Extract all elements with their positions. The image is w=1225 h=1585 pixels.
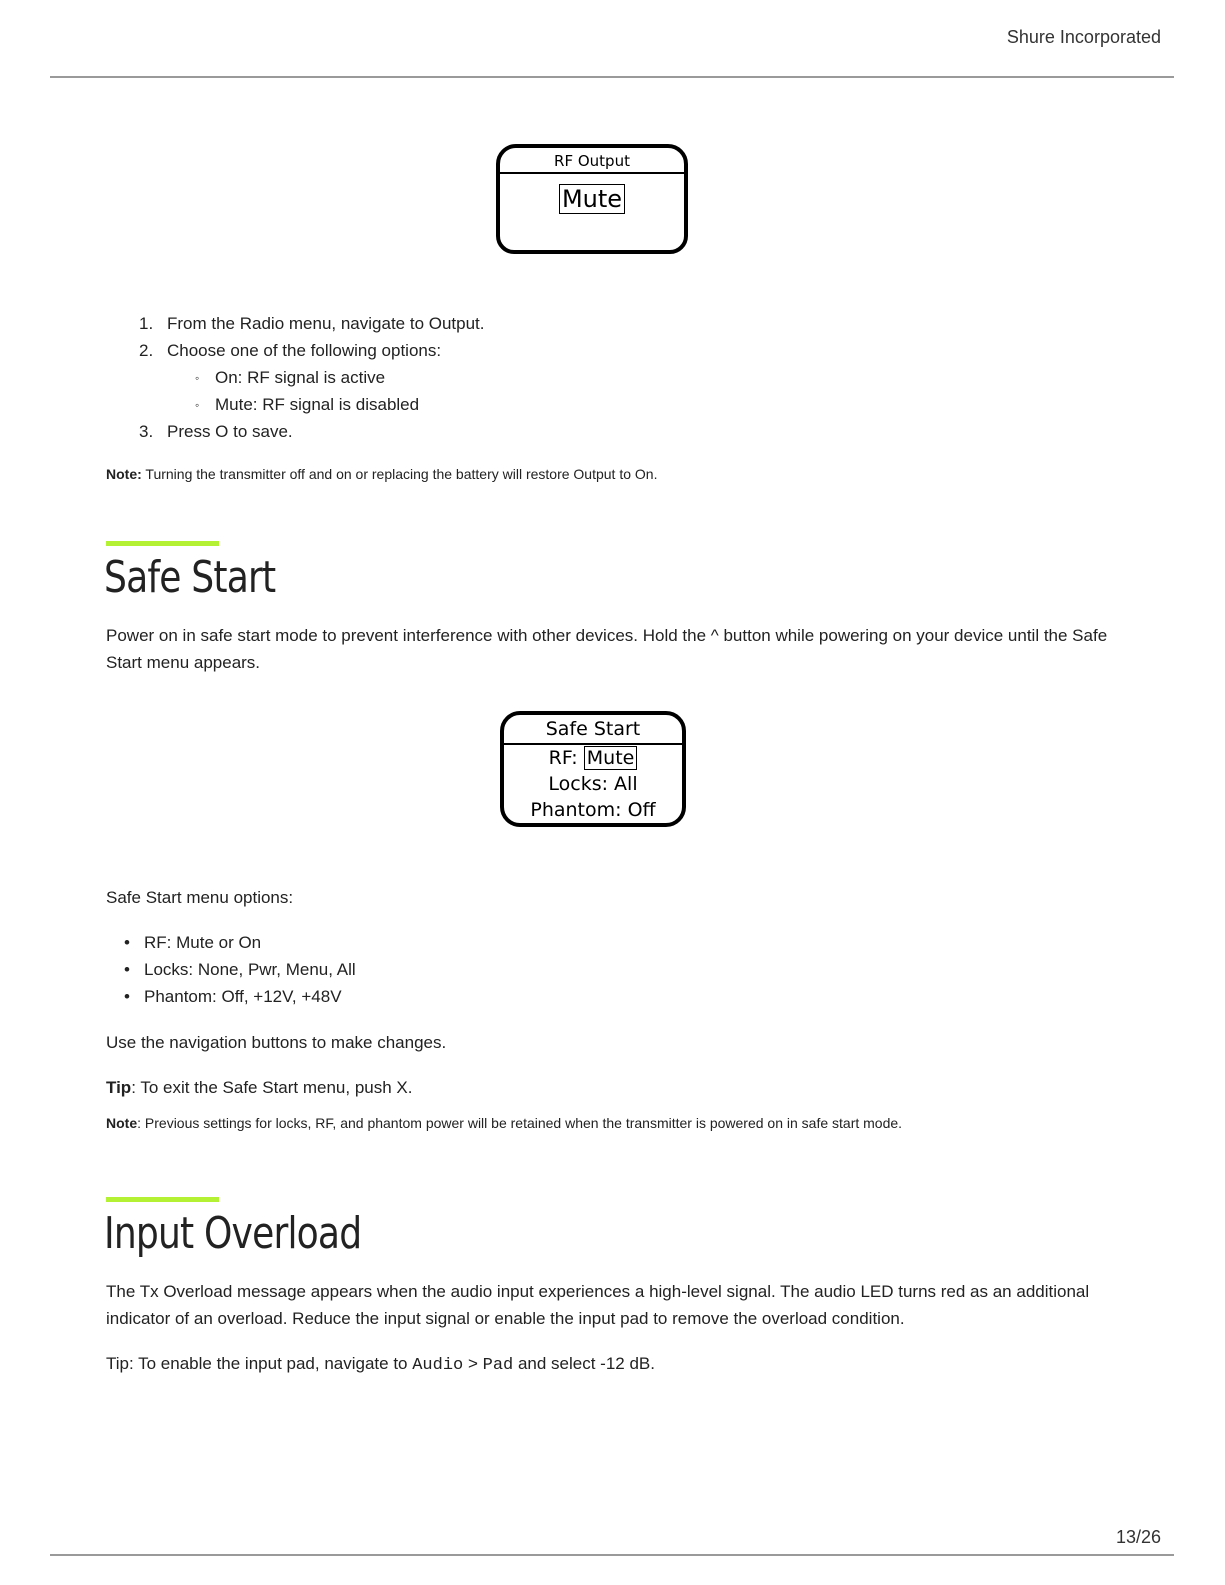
step-2: 2. Choose one of the following options: xyxy=(139,341,442,360)
safe-start-heading: Safe Start xyxy=(104,552,276,603)
footer-divider xyxy=(50,1554,1174,1556)
step-1: 1. From the Radio menu, navigate to Output. xyxy=(139,314,485,333)
safe-start-screen xyxy=(500,711,686,827)
step-3: 3. Press O to save. xyxy=(139,422,293,441)
step-2-option-mute: ◦ Mute: RF signal is disabled xyxy=(139,391,485,418)
safe-start-options-intro: Safe Start menu options: xyxy=(106,888,294,907)
circle-bullet-icon: ◦ xyxy=(195,371,200,386)
safe-start-screen-rf: RF: Mute xyxy=(504,745,682,771)
step-2-option-on: ◦ On: RF signal is active xyxy=(139,364,485,391)
safe-start-note: Note: Previous settings for locks, RF, and phantom power will be retained when the transmitter is powered on in safe start mode. xyxy=(106,1115,903,1131)
safe-start-intro: Power on in safe start mode to prevent interference with other devices. Hold the ^ button while powering on your device until the Safe Start menu appears. xyxy=(106,626,1108,672)
input-overload-paragraph: The Tx Overload message appears when the audio input experiences a high-level signal. The audio LED turns red as an additional indicator of an overload. Reduce the input signal or enable the input pad to remove the overload condition. xyxy=(106,1282,1090,1328)
input-overload-heading: Input Overload xyxy=(104,1208,362,1259)
bullet-icon: • xyxy=(124,960,130,979)
section-accent-bar xyxy=(106,1197,219,1202)
output-note: Note: Turning the transmitter off and on or replacing the battery will restore Output to On. xyxy=(106,466,658,482)
list-item: • RF: Mute or On xyxy=(124,929,356,956)
list-item: • Phantom: Off, +12V, +48V xyxy=(124,983,356,1010)
header-divider xyxy=(50,76,1174,78)
bullet-icon: • xyxy=(124,933,130,952)
rf-output-screen xyxy=(496,144,688,254)
input-overload-tip: Tip: To enable the input pad, navigate to Audio > Pad and select -12 dB. xyxy=(106,1354,655,1375)
section-accent-bar xyxy=(106,541,219,546)
navigation-text: Use the navigation buttons to make changes. xyxy=(106,1033,447,1052)
safe-start-screen-phantom: Phantom: Off xyxy=(530,799,656,821)
rf-output-steps xyxy=(139,310,485,445)
safe-start-tip: Tip: To exit the Safe Start menu, push X. xyxy=(106,1078,413,1097)
list-item: • Locks: None, Pwr, Menu, All xyxy=(124,956,356,983)
safe-start-screen-locks: Locks: All xyxy=(548,773,638,795)
bullet-icon: • xyxy=(124,987,130,1006)
rf-output-screen-value: Mute xyxy=(559,184,625,214)
circle-bullet-icon: ◦ xyxy=(195,398,200,413)
safe-start-options-list xyxy=(124,929,356,1010)
safe-start-screen-title: Safe Start xyxy=(504,715,682,745)
company-name: Shure Incorporated xyxy=(1006,27,1161,47)
rf-output-screen-title: RF Output xyxy=(500,148,684,174)
page-number: 13/26 xyxy=(1115,1527,1161,1547)
